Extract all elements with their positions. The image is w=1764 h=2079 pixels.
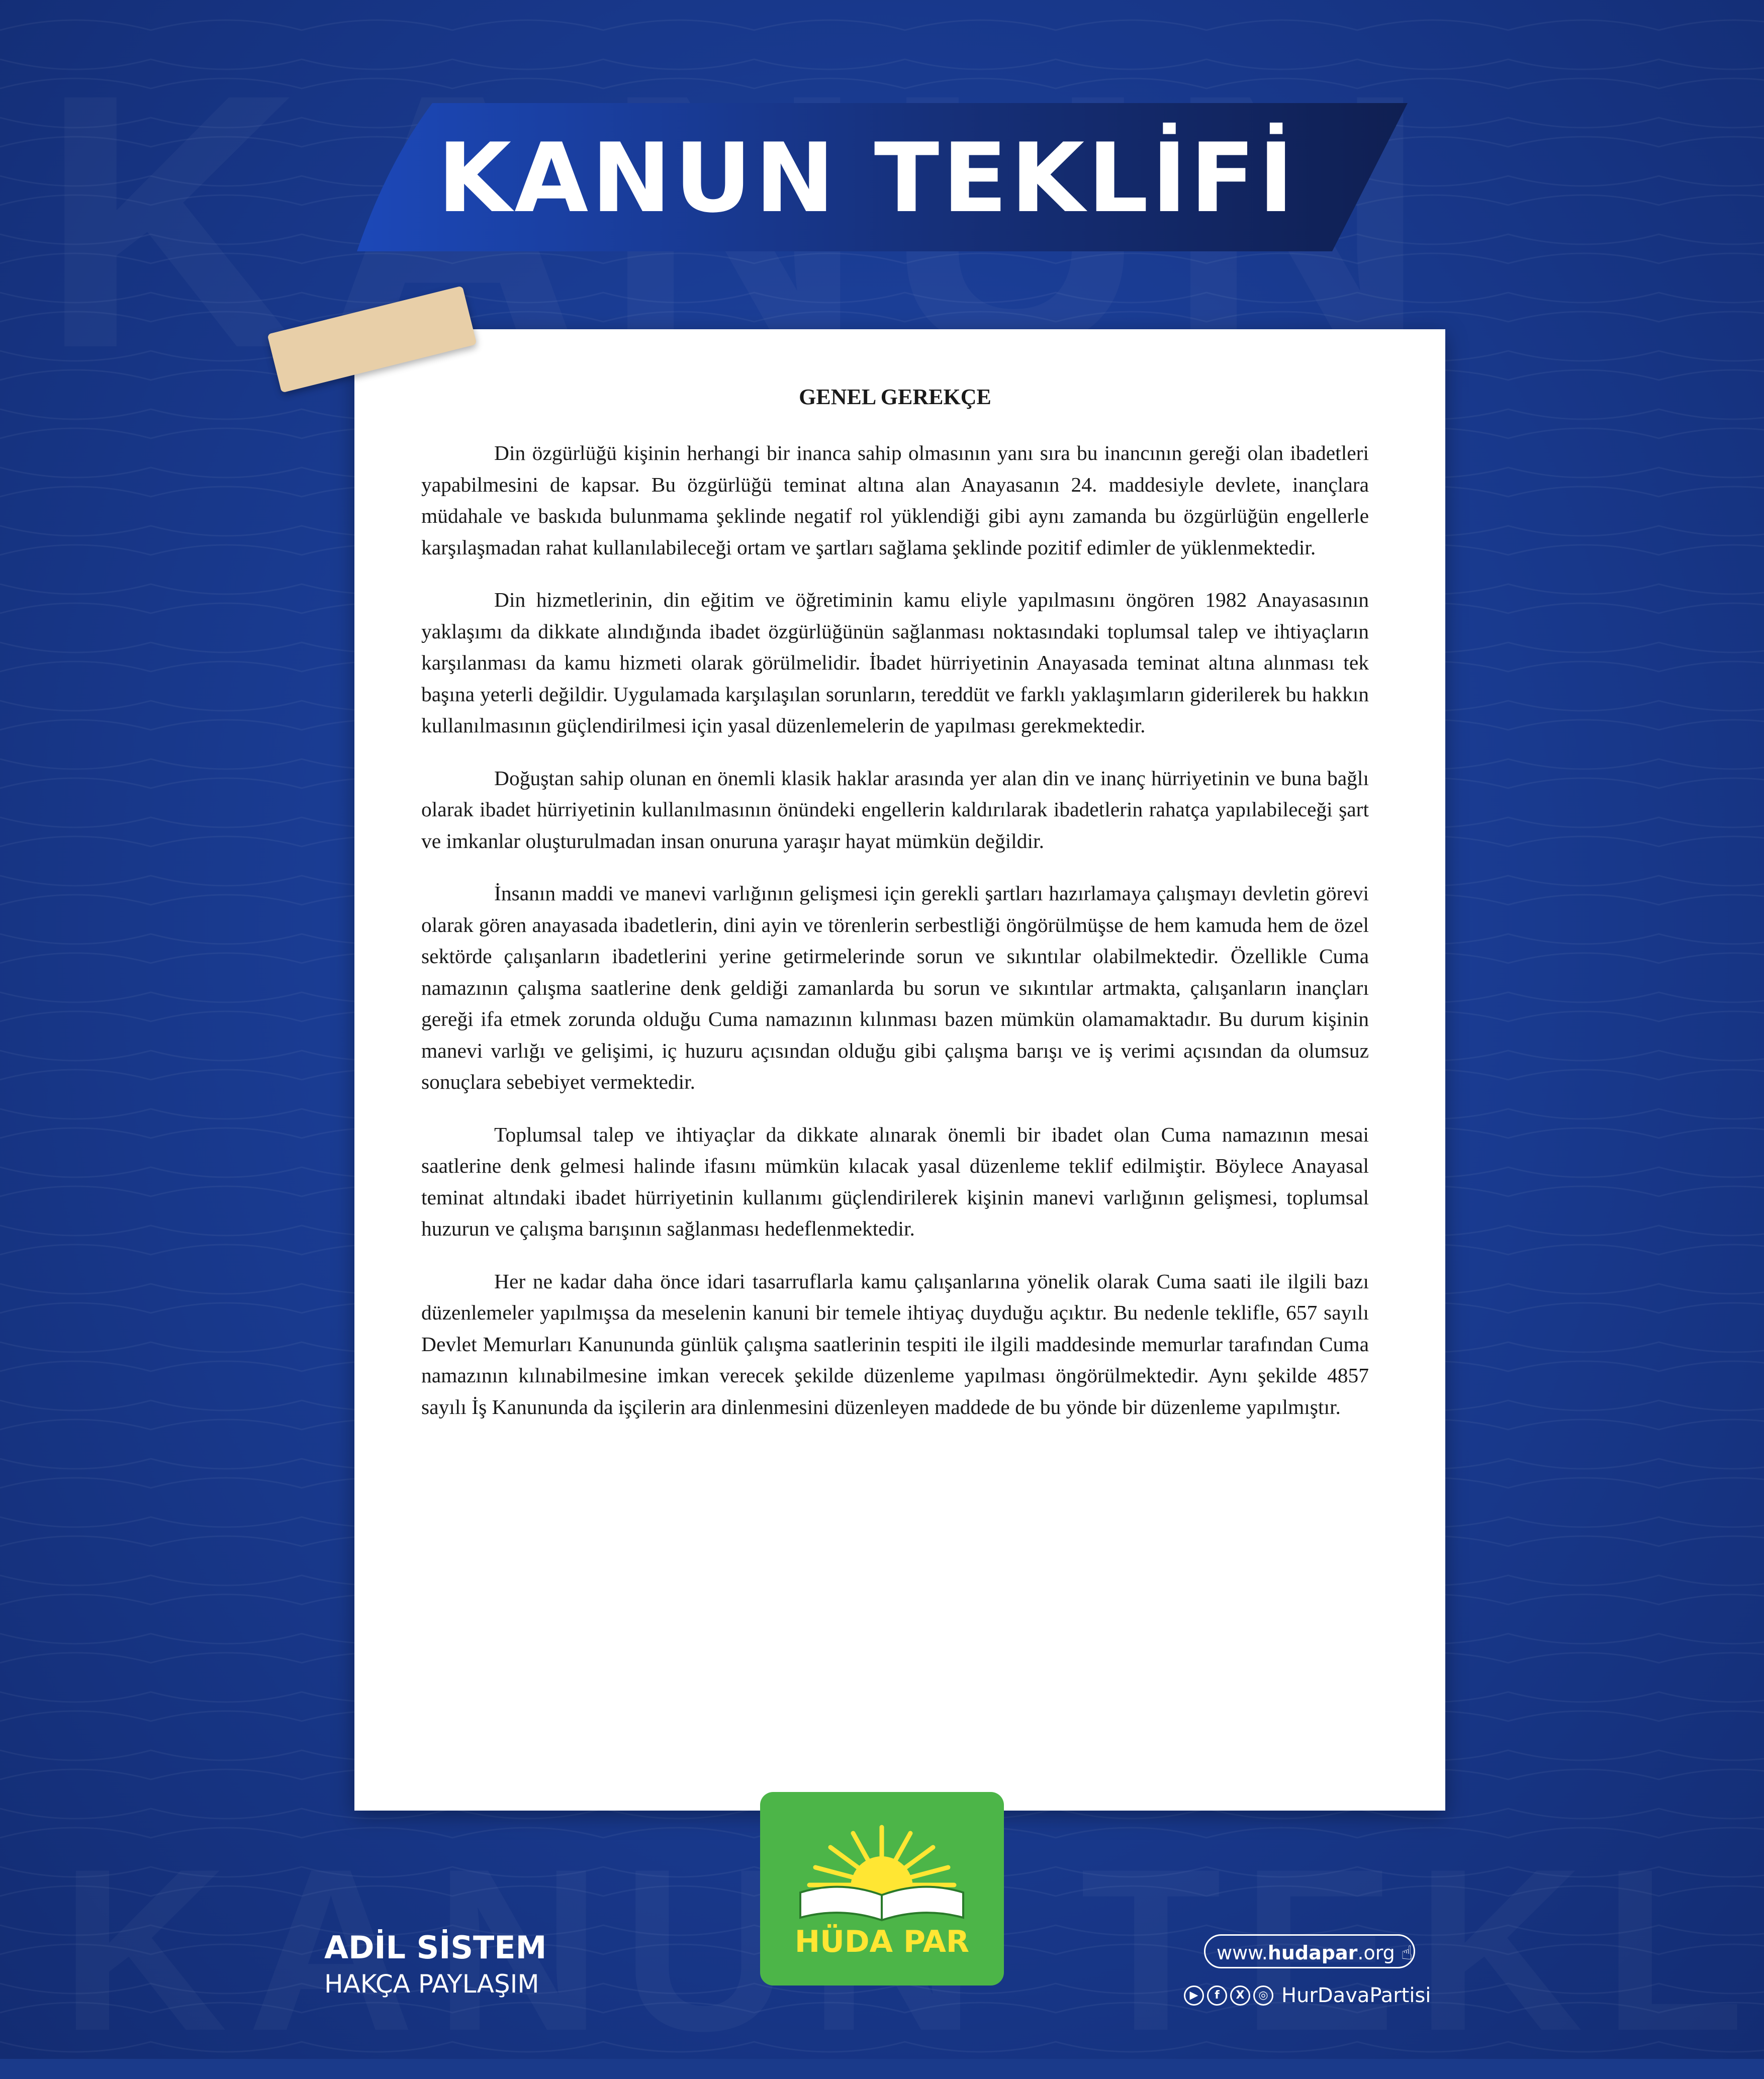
logo-text: HÜDA PAR xyxy=(794,1924,970,1959)
instagram-icon[interactable]: ◎ xyxy=(1253,1986,1273,2006)
document-heading: GENEL GEREKÇE xyxy=(799,385,991,409)
social-links xyxy=(1184,1978,1431,2013)
document-paragraph-4: İnsanın maddi ve manevi varlığının gelişmesi için gerekli şartları hazırlamaya çalışmayı devletin görevi olarak gören anayasada ibadetlerin, dini ayin ve törenlerin serbestliği öngörülmüşse de hem kamuda hem de özel sektörde çalışanların ibadetlerini yerine getirmelerinde sorun ve sıkıntılar olabilmektedir. Özellikle Cuma namazının çalışma saatlerine denk geldiği zamanlarda bu sorun ve sıkıntılar artmakta, çalışanların inançları gereği ifa etmek zorunda olduğu Cuma namazının kılınması bazen mümkün olamamaktadır. Bu durum kişinin manevi varlığı ve gelişimi, iç huzuru açısından olduğu gibi çalışma barışı ve iş verimi açısından da olumsuz sonuçlara sebebiyet vermektedir. xyxy=(421,882,1369,1093)
document-paragraph-6: Her ne kadar daha önce idari tasarruflarla kamu çalışanlarına yönelik olarak Cuma saati ile ilgili bazı düzenlemeler yapılmışsa da meselenin kanuni bir temele ihtiyaç duyduğu açıktır. Bu nedenle teklifle, 657 sayılı Devlet Memurları Kanununda günlük çalışma saatlerinin tespiti ile ilgili maddesinde memurlar tarafından Cuma namazının kılınabilmesine imkan verecek şekilde düzenleme yapılması öngörülmektedir. Aynı şekilde 4857 sayılı İş Kanununda da işçilerin ara dinlenmesini düzenleyen maddede de bu yönde bir düzenleme yapılmıştır. xyxy=(421,1269,1369,1419)
document-body xyxy=(421,382,1369,1444)
pointer-hand-icon: ☝ xyxy=(1401,1942,1413,1964)
website-link[interactable] xyxy=(1204,1934,1415,1968)
x-icon[interactable]: X xyxy=(1230,1986,1250,2006)
party-logo xyxy=(760,1792,1004,1986)
website-prefix: www. xyxy=(1217,1942,1268,1964)
website-suffix: .org xyxy=(1357,1942,1395,1964)
document-paragraph-2: Din hizmetlerinin, din eğitim ve öğretiminin kamu eliyle yapılmasını öngören 1982 Anayasasının yaklaşımı da dikkate alındığında ibadet özgürlüğünün sağlanması noktasındaki toplumsal talep ve ihtiyaçların karşılanması da kamu hizmeti olarak görülmelidir. İbadet hürriyetinin Anayasada teminat altına alınması tek başına yeterli değildir. Uygulamada karşılaşılan sorunların, tereddüt ve farklı yaklaşımların giderilerek bu hakkın kullanılmasının güçlendirilmesi için yasal düzenlemelerin de yapılması gerekmektedir. xyxy=(421,588,1369,737)
facebook-icon[interactable]: f xyxy=(1207,1986,1227,2006)
slogan-line-1: ADİL SİSTEM xyxy=(324,1929,547,1966)
slogan-line-2: HAKÇA PAYLAŞIM xyxy=(324,1969,539,1999)
document-paragraph-5: Toplumsal talep ve ihtiyaçlar da dikkate alınarak önemli bir ibadet olan Cuma namazının mesai saatlerine denk gelmesi halinde ifasını mümkün kılacak yasal düzenleme teklif edilmiştir. Böylece Anayasal teminat altındaki ibadet hürriyetinin kullanımı güçlendirilerek kişinin manevi varlığının gelişmesi, toplumsal huzurun ve çalışma barışının sağlanması hedeflenmektedir. xyxy=(421,1122,1369,1240)
page-title: KANUN TEKLİFİ xyxy=(437,123,1297,234)
website-domain: hudapar xyxy=(1267,1942,1358,1964)
youtube-icon[interactable]: ▶ xyxy=(1184,1986,1204,2006)
document-paragraph-3: Doğuştan sahip olunan en önemli klasik haklar arasında yer alan din ve inanç hürriyetinin ve buna bağlı olarak ibadet hürriyetinin kullanılmasının önündeki engellerin kaldırılarak ibadetlerin rahatça yapılabileceği şart ve imkanlar oluşturulmadan insan onuruna yaraşır hayat mümkün değildir. xyxy=(421,766,1369,853)
document-paragraph-1: Din özgürlüğü kişinin herhangi bir inanca sahip olmasının yanı sıra bu inancının gereği olan ibadetleri yapabilmesini de kapsar. Bu özgürlüğü teminat altına alan Anayasanın 24. maddesiyle devlete, inançlara müdahale ve baskıda bulunmama şeklinde negatif rol yüklendiği gibi aynı zamanda bu özgürlüğün engellerle karşılaşmadan rahat kullanılabileceği ortam ve şartları sağlama şeklinde pozitif edimler de yüklenmektedir. xyxy=(421,441,1369,559)
social-handle: HurDavaPartisi xyxy=(1281,1984,1431,2007)
sun-and-book-icon xyxy=(760,1792,1004,1923)
